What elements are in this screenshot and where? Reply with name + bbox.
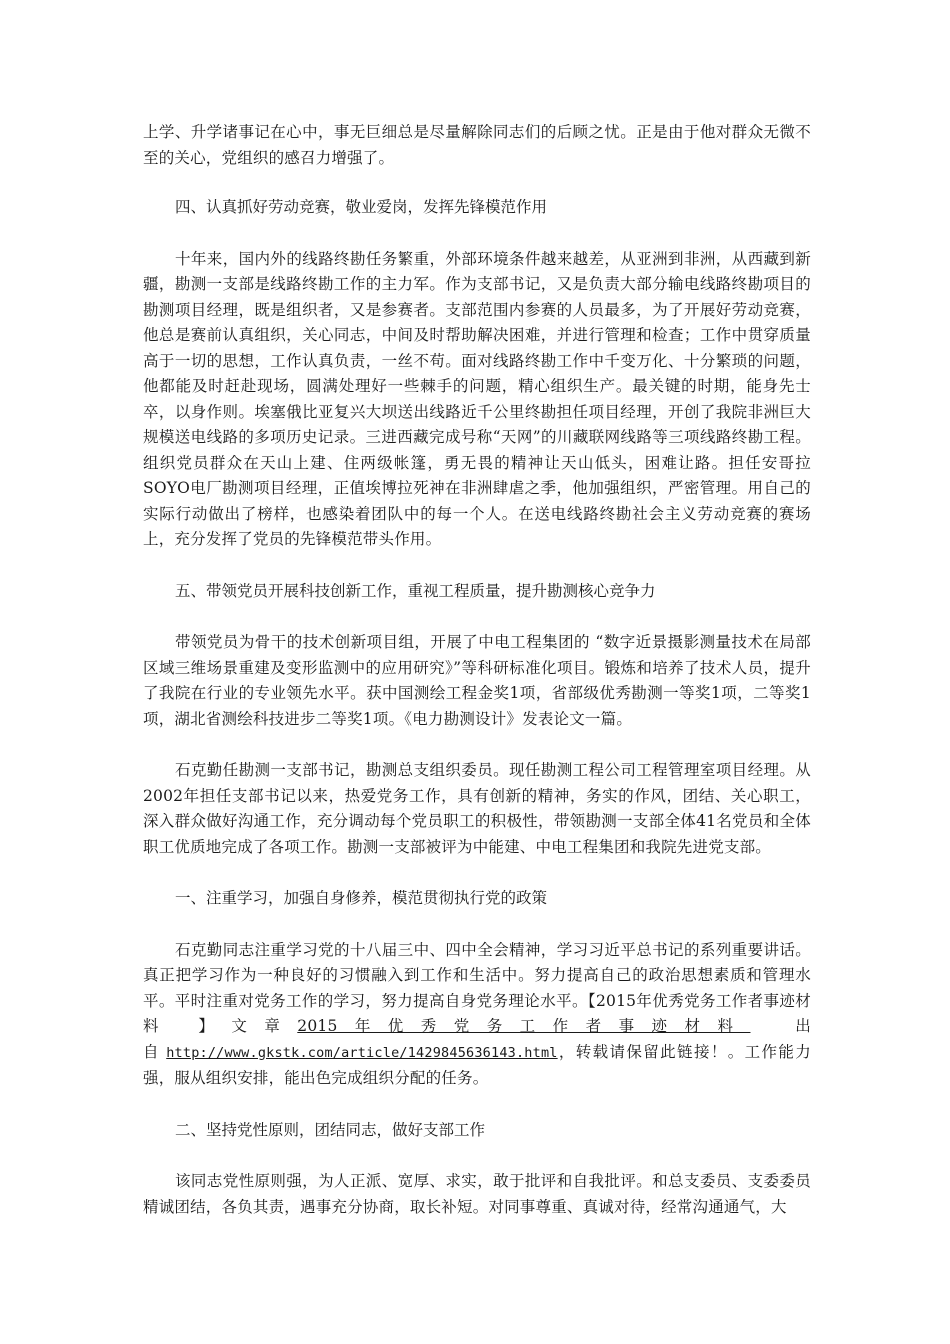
article-title-link[interactable]: 2015年优秀党务工作者事迹材料 (297, 1017, 751, 1035)
paragraph-caring: 上学、升学诸事记在心中，事无巨细总是尽量解除同志们的后顾之忧。正是由于他对群众无微不至的关心，党组织的感召力增强了。 (143, 123, 811, 167)
paragraph-innovation: 带领党员为骨干的技术创新项目组，开展了中电工程集团的 “数字近景摄影测量技术在局部区域三维场景重建及变形监测中的应用研究》”等科研标准化项目。锻炼和培养了技术人员，提升了我院在行业的专业领先水平。获中国测绘工程金奖1项，省部级优秀勘测一等奖1项，二等奖1项，湖北省测绘科技进步二等奖1项。《电力勘测设计》发表论文一篇。 (143, 633, 811, 728)
section-heading-5: 五、带领党员开展科技创新工作，重视工程质量，提升勘测核心竞争力 (175, 581, 656, 600)
article-url-link[interactable]: http://www.gkstk.com/article/1429845636143.html (166, 1044, 558, 1061)
paragraph-profile: 石克勤任勘测一支部书记，勘测总支组织委员。现任勘测工程公司工程管理室项目经理。从2002年担任支部书记以来，热爱党务工作，具有创新的精神，务实的作风，团结、关心职工，深入群众做好沟通工作，充分调动每个党员职工的积极性，带领勘测一支部全体41名党员和全体职工优质地完成了各项工作。勘测一支部被评为中能建、中电工程集团和我院先进党支部。 (143, 761, 811, 856)
section-heading-2: 二、坚持党性原则，团结同志，做好支部工作 (175, 1120, 486, 1139)
paragraph-party-principle: 该同志党性原则强，为人正派、宽厚、求实，敢于批评和自我批评。和总支委员、支委委员精诚团结，各负其责，遇事充分协商，取长补短。对同事尊重、真诚对待，经常沟通通气，大 (143, 1172, 811, 1216)
source-prefix: 出自 (143, 1017, 811, 1061)
section-heading-1: 一、注重学习，加强自身修养，模范贯彻执行党的政策 (175, 889, 548, 907)
paragraph-study-text: 石克勤同志注重学习党的十八届三中、四中全会精神，学习习近平总书记的系列重要讲话。真正把学习作为一种良好的习惯融入到工作和生活中。努力提高自己的政治思想素质和管理水平。平时注重对党务工作的学习，努力提高自身党务理论水平。【2015年优秀党务工作者事迹材料 】文章 (143, 940, 811, 1035)
document-body (143, 120, 811, 1220)
paragraph-labor-competition: 十年来，国内外的线路终勘任务繁重，外部环境条件越来越差，从亚洲到非洲，从西藏到新疆，勘测一支部是线路终勘工作的主力军。作为支部书记，又是负责大部分输电线路终勘项目的勘测项目经理，既是组织者，又是参赛者。支部范围内参赛的人员最多，为了开展好劳动竞赛，他总是赛前认真组织，关心同志，中间及时帮助解决困难，并进行管理和检查；工作中贯穿质量高于一切的思想，工作认真负责，一丝不苟。面对线路终勘工作中千变万化、十分繁琐的问题，他都能及时赶赴现场，圆满处理好一些棘手的问题，精心组织生产。最关键的时期，能身先士卒，以身作则。埃塞俄比亚复兴大坝送出线路近千公里终勘担任项目经理，开创了我院非洲巨大规模送电线路的多项历史记录。三进西藏完成号称“天网”的川藏联网线路等三项线路终勘工程。组织党员群众在天山上建、住两级帐篷，勇无畏的精神让天山低头，困难让路。担任安哥拉SOYO电厂勘测项目经理，正值埃博拉死神在非洲肆虐之季，他加强组织，严密管理。用自己的实际行动做出了榜样，也感染着团队中的每一个人。在送电线路终勘社会主义劳动竞赛的赛场上，充分发挥了党员的先锋模范带头作用。 (143, 249, 811, 548)
paragraph-study-tail: ，转载请保留此链接！。工作能力强，服从组织安排，能出色完成组织分配的任务。 (143, 1042, 811, 1087)
section-heading-4: 四、认真抓好劳动竞赛，敬业爱岗，发挥先锋模范作用 (175, 198, 548, 216)
paragraph-study (143, 938, 811, 1092)
